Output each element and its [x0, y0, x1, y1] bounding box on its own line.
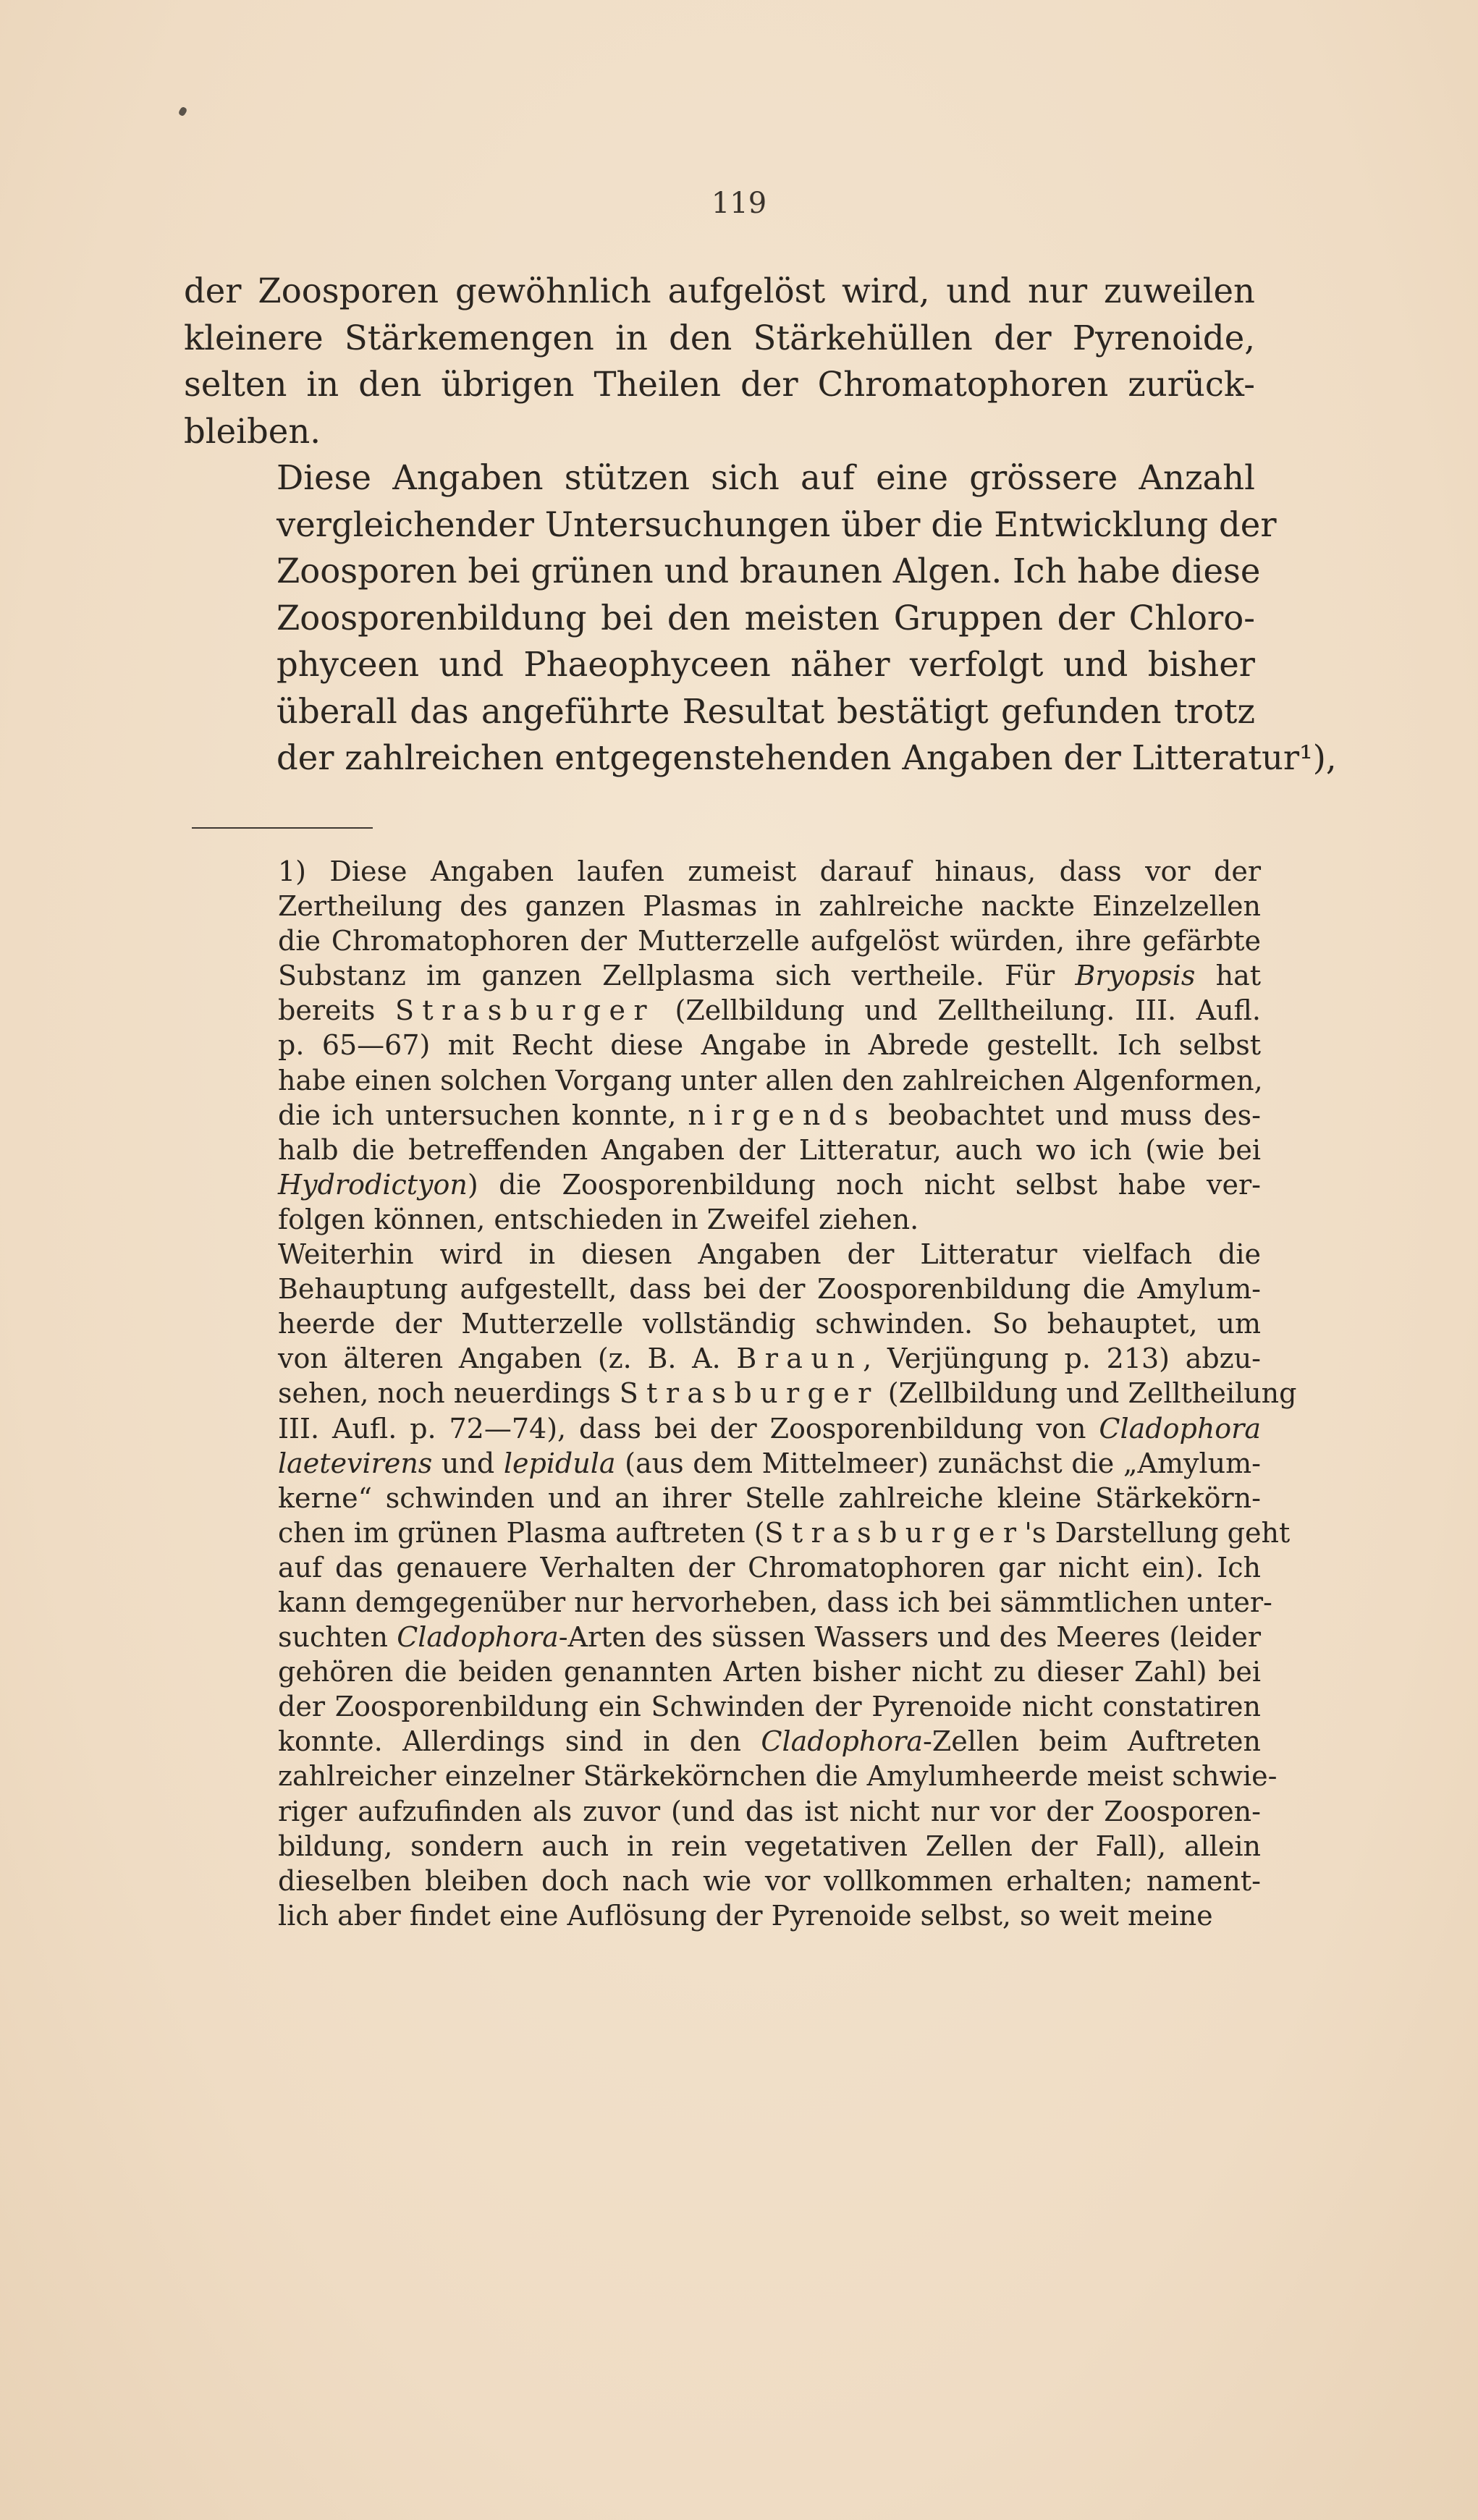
- text-line: bleiben.: [184, 411, 321, 451]
- text-line: dieselben bleiben doch nach wie vor vollkommen erhalten; nament-: [278, 1864, 1261, 1897]
- main-body-text: [184, 268, 1337, 782]
- text-line: Weiterhin wird in diesen Angaben der Litteratur vielfach die: [278, 1238, 1261, 1271]
- footnotes: [188, 854, 1297, 1933]
- text-line: kerne“ schwinden und an ihrer Stelle zahlreiche kleine Stärkekörn-: [278, 1481, 1261, 1514]
- text-line: kann demgegenüber nur hervorheben, dass ich bei sämmtlichen unter-: [278, 1586, 1272, 1618]
- text-line: kleinere Stärkemengen in den Stärkehüllen der Pyrenoide,: [184, 318, 1255, 358]
- text-line: der zahlreichen entgegenstehenden Angaben der Litteratur¹),: [276, 738, 1337, 777]
- text-line: Diese Angaben stützen sich auf eine grössere Anzahl: [276, 458, 1255, 497]
- text-line: Behauptung aufgestellt, dass bei der Zoosporenbildung die Amylum-: [278, 1273, 1261, 1306]
- text-line: überall das angeführte Resultat bestätigt gefunden trotz: [276, 691, 1255, 731]
- page-number: 119: [711, 187, 767, 220]
- text-line: chen im grünen Plasma auftreten (Strasburger's Darstellung geht: [278, 1516, 1291, 1549]
- text-line: III. Aufl. p. 72—74), dass bei der Zoosporenbildung von Cladophora: [278, 1412, 1261, 1445]
- text-line: bildung, sondern auch in rein vegetativen Zellen der Fall), allein: [278, 1830, 1261, 1862]
- paragraph: [188, 1237, 1297, 1933]
- text-line: halb die betreffenden Angaben der Litteratur, auch wo ich (wie bei: [278, 1133, 1261, 1166]
- text-line: zahlreicher einzelner Stärkekörnchen die Amylumheerde meist schwie-: [278, 1760, 1278, 1793]
- text-line: konnte. Allerdings sind in den Cladophora-Zellen beim Auftreten: [278, 1725, 1262, 1758]
- text-line: phyceen und Phaeophyceen näher verfolgt und bisher: [276, 645, 1255, 684]
- text-line: habe einen solchen Vorgang unter allen den zahlreichen Algenformen,: [278, 1064, 1263, 1096]
- text-line: Zertheilung des ganzen Plasmas in zahlreiche nackte Einzelzellen: [278, 890, 1261, 923]
- text-line: 1) Diese Angaben laufen zumeist darauf hinaus, dass vor der: [278, 855, 1261, 887]
- text-line: sehen, noch neuerdings Strasburger (Zellbildung und Zelltheilung: [278, 1377, 1297, 1410]
- text-line: lich aber findet eine Auflösung der Pyrenoide selbst, so weit meine: [278, 1899, 1213, 1932]
- text-line: gehören die beiden genannten Arten bisher nicht zu dieser Zahl) bei: [278, 1656, 1261, 1688]
- text-line: vergleichender Untersuchungen über die Entwicklung der: [276, 504, 1277, 544]
- text-line: von älteren Angaben (z. B. A. Braun, Verjüngung p. 213) abzu-: [278, 1343, 1262, 1375]
- text-line: die Chromatophoren der Mutterzelle aufgelöst würden, ihre gefärbte: [278, 925, 1261, 957]
- paragraph: [184, 268, 1255, 454]
- footnote-separator: [192, 827, 373, 829]
- text-line: Zoosporen bei grünen und braunen Algen. Ich habe diese: [276, 551, 1261, 591]
- text-line: der Zoosporen gewöhnlich aufgelöst wird, und nur zuweilen: [184, 271, 1255, 310]
- text-line: folgen können, entschieden in Zweifel ziehen.: [278, 1203, 919, 1235]
- text-line: Substanz im ganzen Zellplasma sich vertheile. Für Bryopsis hat: [278, 960, 1261, 992]
- paragraph: [188, 854, 1261, 1237]
- text-line: riger aufzufinden als zuvor (und das ist nicht nur vor der Zoosporen-: [278, 1795, 1261, 1827]
- text-line: Hydrodictyon) die Zoosporenbildung noch nicht selbst habe ver-: [278, 1168, 1261, 1201]
- text-line: heerde der Mutterzelle vollständig schwinden. So behauptet, um: [278, 1308, 1261, 1340]
- ink-speck: [178, 106, 188, 117]
- paragraph: [184, 454, 1337, 782]
- text-line: Zoosporenbildung bei den meisten Gruppen der Chloro-: [276, 598, 1255, 638]
- text-line: selten in den übrigen Theilen der Chromatophoren zurück-: [184, 365, 1255, 404]
- text-line: bereits Strasburger (Zellbildung und Zelltheilung. III. Aufl.: [278, 994, 1261, 1027]
- text-line: laetevirens und lepidula (aus dem Mittelmeer) zunächst die „Amylum-: [278, 1447, 1261, 1479]
- text-line: auf das genauere Verhalten der Chromatophoren gar nicht ein). Ich: [278, 1551, 1261, 1584]
- text-line: der Zoosporenbildung ein Schwinden der Pyrenoide nicht constatiren: [278, 1691, 1261, 1723]
- text-line: p. 65—67) mit Recht diese Angabe in Abrede gestellt. Ich selbst: [278, 1029, 1261, 1062]
- text-line: suchten Cladophora-Arten des süssen Wassers und des Meeres (leider: [278, 1621, 1262, 1654]
- text-line: die ich untersuchen konnte, nirgends beobachtet und muss des-: [278, 1099, 1261, 1131]
